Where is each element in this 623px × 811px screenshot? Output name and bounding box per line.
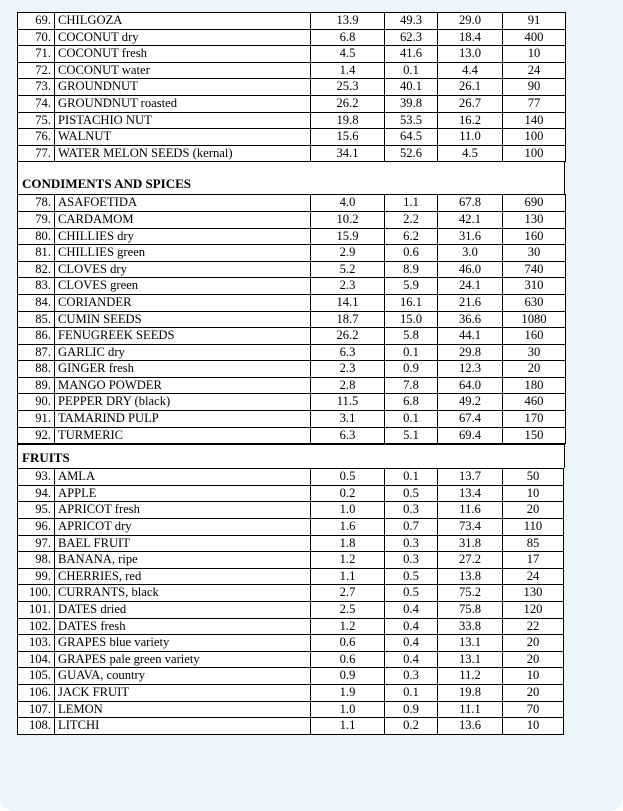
value-col-1: 3.1: [311, 411, 385, 428]
food-name: COCONUT dry: [55, 29, 311, 46]
value-col-1: 6.8: [311, 29, 385, 46]
value-col-1: 2.8: [311, 377, 385, 394]
table-row: [18, 485, 564, 502]
table-row: [18, 228, 566, 245]
food-name: AMLA: [55, 469, 311, 486]
row-number: 80.: [18, 228, 55, 245]
food-name: BAEL FRUIT: [55, 535, 311, 552]
table-row: [18, 112, 566, 129]
value-col-1: 1.0: [311, 502, 385, 519]
table-row: [18, 519, 564, 536]
table-row: [18, 95, 566, 112]
food-name: GRAPES blue variety: [55, 635, 311, 652]
row-number: 78.: [18, 195, 55, 212]
value-col-3: 75.2: [438, 585, 503, 602]
table-row: [18, 618, 564, 635]
row-number: 81.: [18, 245, 55, 262]
row-number: 75.: [18, 112, 55, 129]
value-col-4: 17: [503, 552, 564, 569]
value-col-1: 1.1: [311, 568, 385, 585]
value-col-1: 1.1: [311, 718, 385, 735]
row-number: 105.: [18, 668, 55, 685]
value-col-3: 31.8: [438, 535, 503, 552]
value-col-2: 0.9: [385, 701, 438, 718]
food-name: GINGER fresh: [55, 361, 311, 378]
value-col-4: 70: [503, 701, 564, 718]
value-col-4: 10: [503, 668, 564, 685]
value-col-3: 11.6: [438, 502, 503, 519]
food-name: APRICOT dry: [55, 519, 311, 536]
food-name: CUMIN SEEDS: [55, 311, 311, 328]
value-col-1: 5.2: [311, 261, 385, 278]
table-row: [18, 145, 566, 162]
row-number: 72.: [18, 62, 55, 79]
value-col-1: 1.8: [311, 535, 385, 552]
table-row: [18, 535, 564, 552]
value-col-3: 44.1: [438, 328, 503, 345]
value-col-2: 0.4: [385, 635, 438, 652]
value-col-4: 100: [503, 145, 566, 162]
value-col-4: 30: [503, 344, 566, 361]
value-col-4: 90: [503, 79, 566, 96]
value-col-3: 4.5: [438, 145, 503, 162]
row-number: 88.: [18, 361, 55, 378]
value-col-2: 0.1: [385, 469, 438, 486]
value-col-4: 20: [503, 502, 564, 519]
value-col-4: 740: [503, 261, 566, 278]
value-col-4: 20: [503, 361, 566, 378]
value-col-1: 0.6: [311, 635, 385, 652]
value-col-4: 400: [503, 29, 566, 46]
value-col-4: 150: [503, 427, 566, 444]
value-col-2: 53.5: [385, 112, 438, 129]
row-number: 70.: [18, 29, 55, 46]
food-name: COCONUT fresh: [55, 46, 311, 63]
food-name: GROUNDNUT: [55, 79, 311, 96]
value-col-4: 120: [503, 602, 564, 619]
row-number: 89.: [18, 377, 55, 394]
value-col-2: 0.4: [385, 618, 438, 635]
value-col-1: 2.5: [311, 602, 385, 619]
value-col-2: 0.4: [385, 651, 438, 668]
value-col-3: 67.8: [438, 195, 503, 212]
value-col-3: 13.6: [438, 718, 503, 735]
value-col-1: 11.5: [311, 394, 385, 411]
section-heading-condiments: CONDIMENTS AND SPICES: [17, 162, 565, 194]
row-number: 99.: [18, 568, 55, 585]
value-col-4: 77: [503, 95, 566, 112]
value-col-2: 7.8: [385, 377, 438, 394]
row-number: 71.: [18, 46, 55, 63]
value-col-3: 26.7: [438, 95, 503, 112]
row-number: 108.: [18, 718, 55, 735]
value-col-2: 0.3: [385, 535, 438, 552]
value-col-4: 460: [503, 394, 566, 411]
value-col-4: 20: [503, 684, 564, 701]
value-col-1: 19.8: [311, 112, 385, 129]
value-col-1: 2.3: [311, 278, 385, 295]
table-row: [18, 29, 566, 46]
row-number: 102.: [18, 618, 55, 635]
value-col-4: 170: [503, 411, 566, 428]
table-row: [18, 311, 566, 328]
value-col-3: 36.6: [438, 311, 503, 328]
table-row: [18, 195, 566, 212]
table-row: [18, 62, 566, 79]
value-col-1: 4.0: [311, 195, 385, 212]
table-row: [18, 568, 564, 585]
value-col-2: 0.7: [385, 519, 438, 536]
row-number: 106.: [18, 684, 55, 701]
value-col-1: 2.7: [311, 585, 385, 602]
value-col-2: 6.2: [385, 228, 438, 245]
value-col-1: 10.2: [311, 211, 385, 228]
value-col-2: 0.5: [385, 585, 438, 602]
row-number: 103.: [18, 635, 55, 652]
value-col-2: 0.5: [385, 485, 438, 502]
value-col-2: 15.0: [385, 311, 438, 328]
table-row: [18, 502, 564, 519]
value-col-4: 630: [503, 294, 566, 311]
value-col-2: 41.6: [385, 46, 438, 63]
value-col-1: 18.7: [311, 311, 385, 328]
value-col-3: 33.8: [438, 618, 503, 635]
value-col-1: 6.3: [311, 427, 385, 444]
table-row: [18, 635, 564, 652]
value-col-1: 1.4: [311, 62, 385, 79]
food-name: PEPPER DRY (black): [55, 394, 311, 411]
value-col-1: 15.6: [311, 129, 385, 146]
food-name: LITCHI: [55, 718, 311, 735]
value-col-4: 10: [503, 718, 564, 735]
value-col-1: 1.6: [311, 519, 385, 536]
value-col-2: 0.1: [385, 411, 438, 428]
value-col-3: 18.4: [438, 29, 503, 46]
value-col-3: 26.1: [438, 79, 503, 96]
food-name: GRAPES pale green variety: [55, 651, 311, 668]
nuts-table: [17, 12, 566, 162]
value-col-2: 5.1: [385, 427, 438, 444]
food-name: BANANA, ripe: [55, 552, 311, 569]
row-number: 69.: [18, 13, 55, 30]
food-name: GARLIC dry: [55, 344, 311, 361]
value-col-2: 6.8: [385, 394, 438, 411]
row-number: 93.: [18, 469, 55, 486]
value-col-1: 26.2: [311, 95, 385, 112]
row-number: 94.: [18, 485, 55, 502]
food-name: FENUGREEK SEEDS: [55, 328, 311, 345]
value-col-1: 0.6: [311, 651, 385, 668]
row-number: 92.: [18, 427, 55, 444]
row-number: 83.: [18, 278, 55, 295]
value-col-4: 10: [503, 485, 564, 502]
value-col-1: 1.2: [311, 552, 385, 569]
value-col-2: 62.3: [385, 29, 438, 46]
value-col-3: 13.7: [438, 469, 503, 486]
value-col-3: 13.1: [438, 651, 503, 668]
value-col-3: 11.1: [438, 701, 503, 718]
value-col-1: 4.5: [311, 46, 385, 63]
table-row: [18, 684, 564, 701]
food-name: PISTACHIO NUT: [55, 112, 311, 129]
value-col-4: 140: [503, 112, 566, 129]
value-col-2: 0.1: [385, 62, 438, 79]
value-col-2: 52.6: [385, 145, 438, 162]
table-row: [18, 377, 566, 394]
food-name: JACK FRUIT: [55, 684, 311, 701]
table-row: [18, 245, 566, 262]
value-col-3: 29.8: [438, 344, 503, 361]
table-row: [18, 261, 566, 278]
value-col-2: 39.8: [385, 95, 438, 112]
value-col-2: 49.3: [385, 13, 438, 30]
value-col-4: 20: [503, 635, 564, 652]
row-number: 95.: [18, 502, 55, 519]
food-name: DATES dried: [55, 602, 311, 619]
value-col-1: 15.9: [311, 228, 385, 245]
value-col-4: 10: [503, 46, 566, 63]
value-col-4: 180: [503, 377, 566, 394]
value-col-1: 13.9: [311, 13, 385, 30]
food-name: CLOVES dry: [55, 261, 311, 278]
value-col-2: 1.1: [385, 195, 438, 212]
table-row: [18, 585, 564, 602]
value-col-4: 30: [503, 245, 566, 262]
food-name: ASAFOETIDA: [55, 195, 311, 212]
value-col-2: 16.1: [385, 294, 438, 311]
food-name: GROUNDNUT roasted: [55, 95, 311, 112]
value-col-1: 34.1: [311, 145, 385, 162]
value-col-3: 13.8: [438, 568, 503, 585]
food-name: CHERRIES, red: [55, 568, 311, 585]
row-number: 73.: [18, 79, 55, 96]
value-col-4: 50: [503, 469, 564, 486]
value-col-3: 75.8: [438, 602, 503, 619]
table-row: [18, 129, 566, 146]
value-col-4: 85: [503, 535, 564, 552]
row-number: 84.: [18, 294, 55, 311]
value-col-2: 64.5: [385, 129, 438, 146]
value-col-3: 3.0: [438, 245, 503, 262]
value-col-2: 0.3: [385, 552, 438, 569]
food-name: CURRANTS, black: [55, 585, 311, 602]
row-number: 86.: [18, 328, 55, 345]
value-col-4: 310: [503, 278, 566, 295]
row-number: 101.: [18, 602, 55, 619]
row-number: 77.: [18, 145, 55, 162]
food-name: CORIANDER: [55, 294, 311, 311]
row-number: 98.: [18, 552, 55, 569]
value-col-3: 42.1: [438, 211, 503, 228]
value-col-3: 24.1: [438, 278, 503, 295]
row-number: 76.: [18, 129, 55, 146]
value-col-2: 0.1: [385, 344, 438, 361]
row-number: 74.: [18, 95, 55, 112]
value-col-3: 67.4: [438, 411, 503, 428]
table-row: [18, 46, 566, 63]
fruits-table: [17, 468, 564, 735]
value-col-4: 110: [503, 519, 564, 536]
value-col-4: 24: [503, 62, 566, 79]
row-number: 100.: [18, 585, 55, 602]
value-col-2: 0.2: [385, 718, 438, 735]
value-col-1: 1.2: [311, 618, 385, 635]
row-number: 91.: [18, 411, 55, 428]
table-row: [18, 668, 564, 685]
food-name: DATES fresh: [55, 618, 311, 635]
value-col-4: 160: [503, 228, 566, 245]
table-row: [18, 344, 566, 361]
food-name: APPLE: [55, 485, 311, 502]
value-col-3: 49.2: [438, 394, 503, 411]
table-row: [18, 361, 566, 378]
row-number: 107.: [18, 701, 55, 718]
value-col-3: 11.0: [438, 129, 503, 146]
value-col-1: 14.1: [311, 294, 385, 311]
value-col-1: 0.9: [311, 668, 385, 685]
row-number: 97.: [18, 535, 55, 552]
value-col-3: 73.4: [438, 519, 503, 536]
table-row: [18, 79, 566, 96]
value-col-2: 5.9: [385, 278, 438, 295]
value-col-2: 0.9: [385, 361, 438, 378]
table-row: [18, 718, 564, 735]
row-number: 82.: [18, 261, 55, 278]
value-col-3: 21.6: [438, 294, 503, 311]
value-col-2: 0.3: [385, 668, 438, 685]
row-number: 104.: [18, 651, 55, 668]
value-col-2: 0.1: [385, 684, 438, 701]
value-col-4: 24: [503, 568, 564, 585]
value-col-1: 2.9: [311, 245, 385, 262]
row-number: 85.: [18, 311, 55, 328]
value-col-3: 64.0: [438, 377, 503, 394]
table-row: [18, 552, 564, 569]
row-number: 87.: [18, 344, 55, 361]
table-row: [18, 651, 564, 668]
table-row: [18, 294, 566, 311]
food-name: CLOVES green: [55, 278, 311, 295]
food-name: CHILLIES dry: [55, 228, 311, 245]
food-name: COCONUT water: [55, 62, 311, 79]
value-col-1: 6.3: [311, 344, 385, 361]
table-row: [18, 701, 564, 718]
value-col-1: 25.3: [311, 79, 385, 96]
table-row: [18, 328, 566, 345]
food-name: WALNUT: [55, 129, 311, 146]
food-name: MANGO POWDER: [55, 377, 311, 394]
value-col-2: 2.2: [385, 211, 438, 228]
table-row: [18, 411, 566, 428]
food-name: CHILGOZA: [55, 13, 311, 30]
nutrition-table: [17, 12, 565, 735]
value-col-2: 0.3: [385, 502, 438, 519]
table-row: [18, 278, 566, 295]
table-row: [18, 469, 564, 486]
value-col-3: 12.3: [438, 361, 503, 378]
value-col-3: 13.1: [438, 635, 503, 652]
value-col-2: 40.1: [385, 79, 438, 96]
value-col-3: 27.2: [438, 552, 503, 569]
condiments-table: [17, 194, 566, 444]
food-name: WATER MELON SEEDS (kernal): [55, 145, 311, 162]
row-number: 96.: [18, 519, 55, 536]
value-col-2: 0.6: [385, 245, 438, 262]
value-col-4: 130: [503, 211, 566, 228]
value-col-4: 100: [503, 129, 566, 146]
value-col-4: 91: [503, 13, 566, 30]
table-row: [18, 427, 566, 444]
value-col-1: 2.3: [311, 361, 385, 378]
value-col-1: 1.0: [311, 701, 385, 718]
table-row: [18, 13, 566, 30]
value-col-4: 1080: [503, 311, 566, 328]
value-col-1: 0.2: [311, 485, 385, 502]
table-row: [18, 211, 566, 228]
food-name: LEMON: [55, 701, 311, 718]
value-col-3: 13.4: [438, 485, 503, 502]
value-col-3: 4.4: [438, 62, 503, 79]
value-col-4: 160: [503, 328, 566, 345]
value-col-1: 0.5: [311, 469, 385, 486]
row-number: 79.: [18, 211, 55, 228]
value-col-2: 0.4: [385, 602, 438, 619]
value-col-3: 31.6: [438, 228, 503, 245]
value-col-4: 22: [503, 618, 564, 635]
value-col-4: 20: [503, 651, 564, 668]
value-col-3: 29.0: [438, 13, 503, 30]
value-col-2: 5.8: [385, 328, 438, 345]
value-col-3: 69.4: [438, 427, 503, 444]
value-col-3: 13.0: [438, 46, 503, 63]
value-col-4: 130: [503, 585, 564, 602]
value-col-3: 11.2: [438, 668, 503, 685]
value-col-4: 690: [503, 195, 566, 212]
food-name: APRICOT fresh: [55, 502, 311, 519]
value-col-2: 0.5: [385, 568, 438, 585]
value-col-1: 26.2: [311, 328, 385, 345]
table-row: [18, 394, 566, 411]
food-name: CHILLIES green: [55, 245, 311, 262]
table-row: [18, 602, 564, 619]
row-number: 90.: [18, 394, 55, 411]
value-col-3: 19.8: [438, 684, 503, 701]
food-name: CARDAMOM: [55, 211, 311, 228]
food-name: TURMERIC: [55, 427, 311, 444]
value-col-2: 8.9: [385, 261, 438, 278]
food-name: TAMARIND PULP: [55, 411, 311, 428]
value-col-3: 16.2: [438, 112, 503, 129]
value-col-3: 46.0: [438, 261, 503, 278]
section-heading-fruits: FRUITS: [17, 444, 565, 468]
food-name: GUAVA, country: [55, 668, 311, 685]
value-col-1: 1.9: [311, 684, 385, 701]
